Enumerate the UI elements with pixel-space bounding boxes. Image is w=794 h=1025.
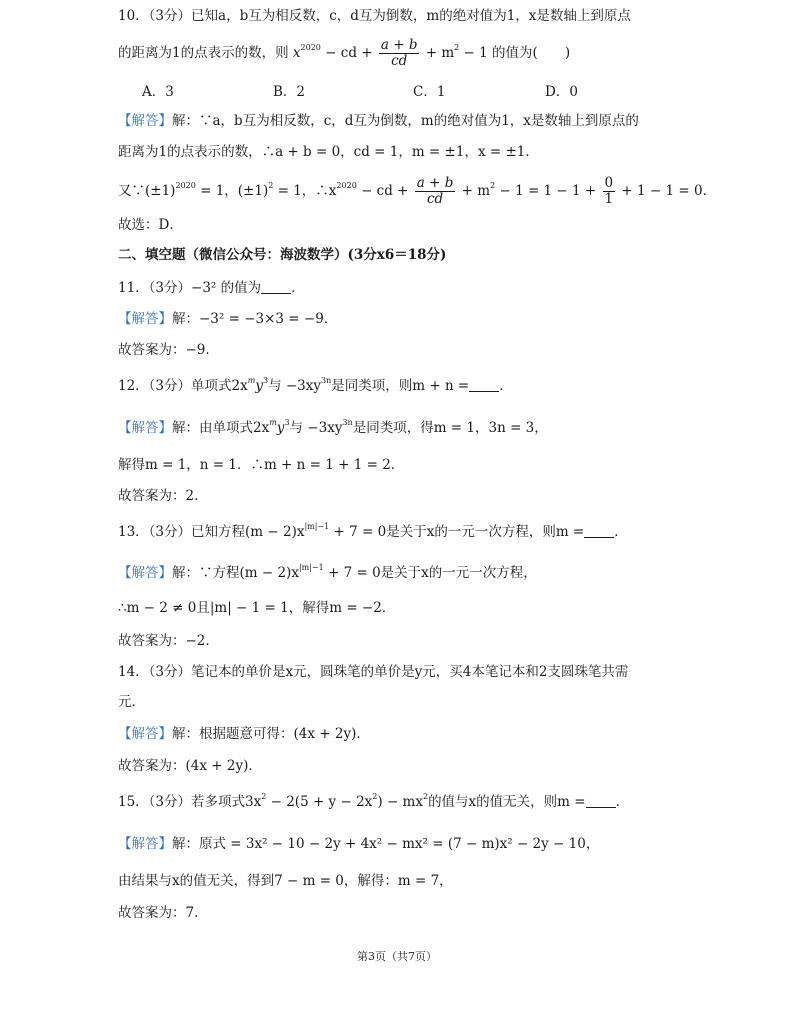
q11-answer-text: 解：−3² = −3×3 = −9．	[172, 311, 338, 327]
q13-ans-exp: |m|−1	[298, 563, 324, 572]
q10-expr-tail-a: + m	[421, 45, 455, 61]
q15-answer-line2: 由结果与x的值无关，得到7 − m = 0，解得：m = 7，	[118, 873, 453, 889]
q15-blank	[586, 795, 616, 808]
q15-answer-tag: 【解答】	[118, 836, 172, 852]
q10-fraction	[379, 38, 420, 69]
q15-exp1: 2	[261, 792, 267, 801]
q13-stem: 13．（3分）已知方程$(m - 2)x^{|m|-1} + 7 = 0$是关于x的一元一次方程，则m = ．	[118, 522, 628, 540]
q10-a3a: 又∵(±1)	[118, 183, 176, 199]
q12-exp-3: 3	[262, 376, 269, 385]
q13-ans-b: + 7 = 0是关于x的一元一次方程，	[323, 565, 537, 581]
q13-ans-a: 解：∵方程(m − 2)x	[172, 565, 299, 581]
page-footer: 第3页（共7页）	[357, 950, 437, 963]
q15-stem: 15．（3分）若多项式$3x^2 - 2(5 + y - 2x^2) - mx^2$的值与x的值无关，则m = ．	[118, 792, 630, 810]
q13-answer	[118, 563, 537, 583]
q10-stem-line2	[118, 38, 570, 69]
q10-a3-frac2-num: 0	[604, 175, 614, 191]
q10-a3-frac2-den: 1	[604, 191, 614, 207]
q14-answer-tag: 【解答】	[118, 726, 172, 742]
q11-answer-tag: 【解答】	[118, 311, 172, 327]
q10-a3b: = 1，(±1)	[195, 183, 269, 199]
q10-answer-line2: 距离为1的点表示的数，∴a + b = 0，cd = 1，m = ±1，x = ±1．	[118, 144, 539, 160]
q10-a3-exp2: 2	[268, 181, 274, 190]
q10-stem-line1: 10．（3分）已知a，b互为相反数，c，d互为倒数，m的绝对值为1，x是数轴上到原点	[118, 8, 631, 24]
q12-stem-c: 是同类项，则m + n =	[331, 378, 470, 394]
q10-answer-line3	[118, 176, 716, 207]
q14-stem-line2: 元．	[118, 694, 145, 710]
q15-exp2: 2	[372, 792, 378, 801]
q15-stem-b: − 2(5 + y − 2x	[266, 794, 373, 810]
q10-sq: 2	[454, 43, 460, 52]
q10-final: 故选：D．	[118, 217, 183, 233]
q10-option-b: B．2	[273, 84, 306, 100]
q15-final: 故答案为：7.	[118, 905, 199, 921]
q12-stem: 12．（3分）单项式$2x^my^3$与 $-3xy^{3n}$是同类项，则m + n = ．	[118, 376, 513, 394]
q12-ans-b: 与 −3xy	[289, 420, 343, 436]
q10-a3-exp3: 2020	[336, 181, 357, 190]
q14-final: 故答案为：(4x + 2y)．	[118, 758, 262, 774]
q10-answer-line1	[118, 111, 639, 131]
q10-a3-fraction	[415, 176, 456, 207]
q13-exp: |m|−1	[304, 522, 330, 531]
q10-option-d: D．0	[545, 84, 578, 100]
q11-final: 故答案为：−9．	[118, 342, 219, 358]
q15-answer-text: 解：原式 = 3x² − 10 − 2y + 4x² − mx² = (7 − m)x² − 2y − 10，	[172, 836, 600, 852]
q10-a3-exp4: 2	[490, 181, 496, 190]
q12-ans-exp-3n: 3n	[342, 418, 353, 427]
q10-stem-end: 的值为( )	[492, 45, 571, 61]
q12-final: 故答案为：2.	[118, 488, 199, 504]
q15-stem-d: 的值与x的值无关，则m =	[428, 794, 586, 810]
q13-answer-tag: 【解答】	[118, 565, 172, 581]
q12-ans-c: 是同类项，得m = 1，3n = 3，	[352, 420, 548, 436]
q11-blank	[261, 281, 291, 294]
q10-expr-x: x	[292, 45, 301, 61]
q13-final: 故答案为：−2．	[118, 633, 219, 649]
q10-answer-text: 解：∵a，b互为相反数，c，d互为倒数，m的绝对值为1，x是数轴上到原点的	[172, 113, 639, 129]
q10-option-c: C．1	[413, 84, 446, 100]
q10-stem-text: 的距离为1的点表示的数，则	[118, 45, 289, 61]
q15-stem-a: 15．（3分）若多项式3x	[118, 794, 262, 810]
q10-expr-mid: − cd +	[320, 45, 373, 61]
q11-stem-text: 11．（3分）−3² 的值为	[118, 280, 262, 296]
q14-answer-text: 解：根据题意可得：(4x + 2y)．	[172, 726, 370, 742]
q10-a3g: + 1 − 1 = 0．	[617, 183, 717, 199]
q12-answer-tag: 【解答】	[118, 420, 172, 436]
q14-stem-line1: 14．（3分）笔记本的单价是x元，圆珠笔的单价是y元，买4本笔记本和2支圆珠笔共需	[118, 664, 629, 680]
section-title: 二、填空题（微信公众号：海波数学）(3分x6＝18分)	[118, 247, 447, 263]
q10-frac-num: a + b	[380, 37, 418, 53]
q10-expr-tail-b: − 1	[459, 45, 488, 61]
q12-stem-b: 与 −3xy	[268, 378, 321, 394]
q13-stem-b: + 7 = 0是关于x的一元一次方程，则m =	[329, 524, 585, 540]
q12-exp-m: m	[247, 376, 256, 385]
q10-answer-tag: 【解答】	[118, 113, 172, 129]
q10-a3-fraction2	[603, 176, 616, 207]
q10-a3e: + m	[457, 183, 491, 199]
q13-stem-a: 13．（3分）已知方程(m − 2)x	[118, 524, 305, 540]
q12-ans-exp-3: 3	[284, 418, 290, 427]
q11-answer	[118, 309, 337, 329]
q10-option-a: A．3	[142, 84, 174, 100]
q12-blank	[469, 379, 499, 392]
q10-a3d: − cd +	[356, 183, 409, 199]
q12-answer: 【解答】解：由单项式$2x^my^3$与 $-3xy^{3n}$是同类项，得m = 1，3n = 3，	[118, 418, 548, 436]
q13-answer-line2: ∴m − 2 ≠ 0且|m| − 1 = 1，解得m = −2．	[118, 600, 396, 616]
q10-a3f: − 1 = 1 − 1 +	[495, 183, 597, 199]
q10-a3-frac-num: a + b	[416, 175, 454, 191]
q12-ans-a: 解：由单项式2x	[172, 420, 270, 436]
q12-exp-3n: 3n	[321, 376, 332, 385]
q15-exp3: 2	[422, 792, 429, 801]
q10-a3c: = 1，∴x	[273, 183, 337, 199]
q12-ans-exp-m: m	[269, 418, 277, 427]
q14-answer	[118, 724, 370, 744]
q13-blank	[584, 525, 614, 538]
q11-stem: 11．（3分）−3² 的值为 ．	[118, 280, 305, 296]
q12-answer-line2: 解得m = 1，n = 1．∴m + n = 1 + 1 = 2．	[118, 457, 405, 473]
q15-answer	[118, 834, 599, 854]
q10-frac-den: cd	[391, 53, 408, 69]
q10-a3-frac-den: cd	[426, 191, 444, 207]
q15-stem-c: ) − mx	[377, 794, 423, 810]
q10-a3-exp1: 2020	[175, 181, 196, 190]
q12-stem-a: 12．（3分）单项式2x	[118, 378, 248, 394]
q10-exp: 2020	[300, 43, 321, 52]
